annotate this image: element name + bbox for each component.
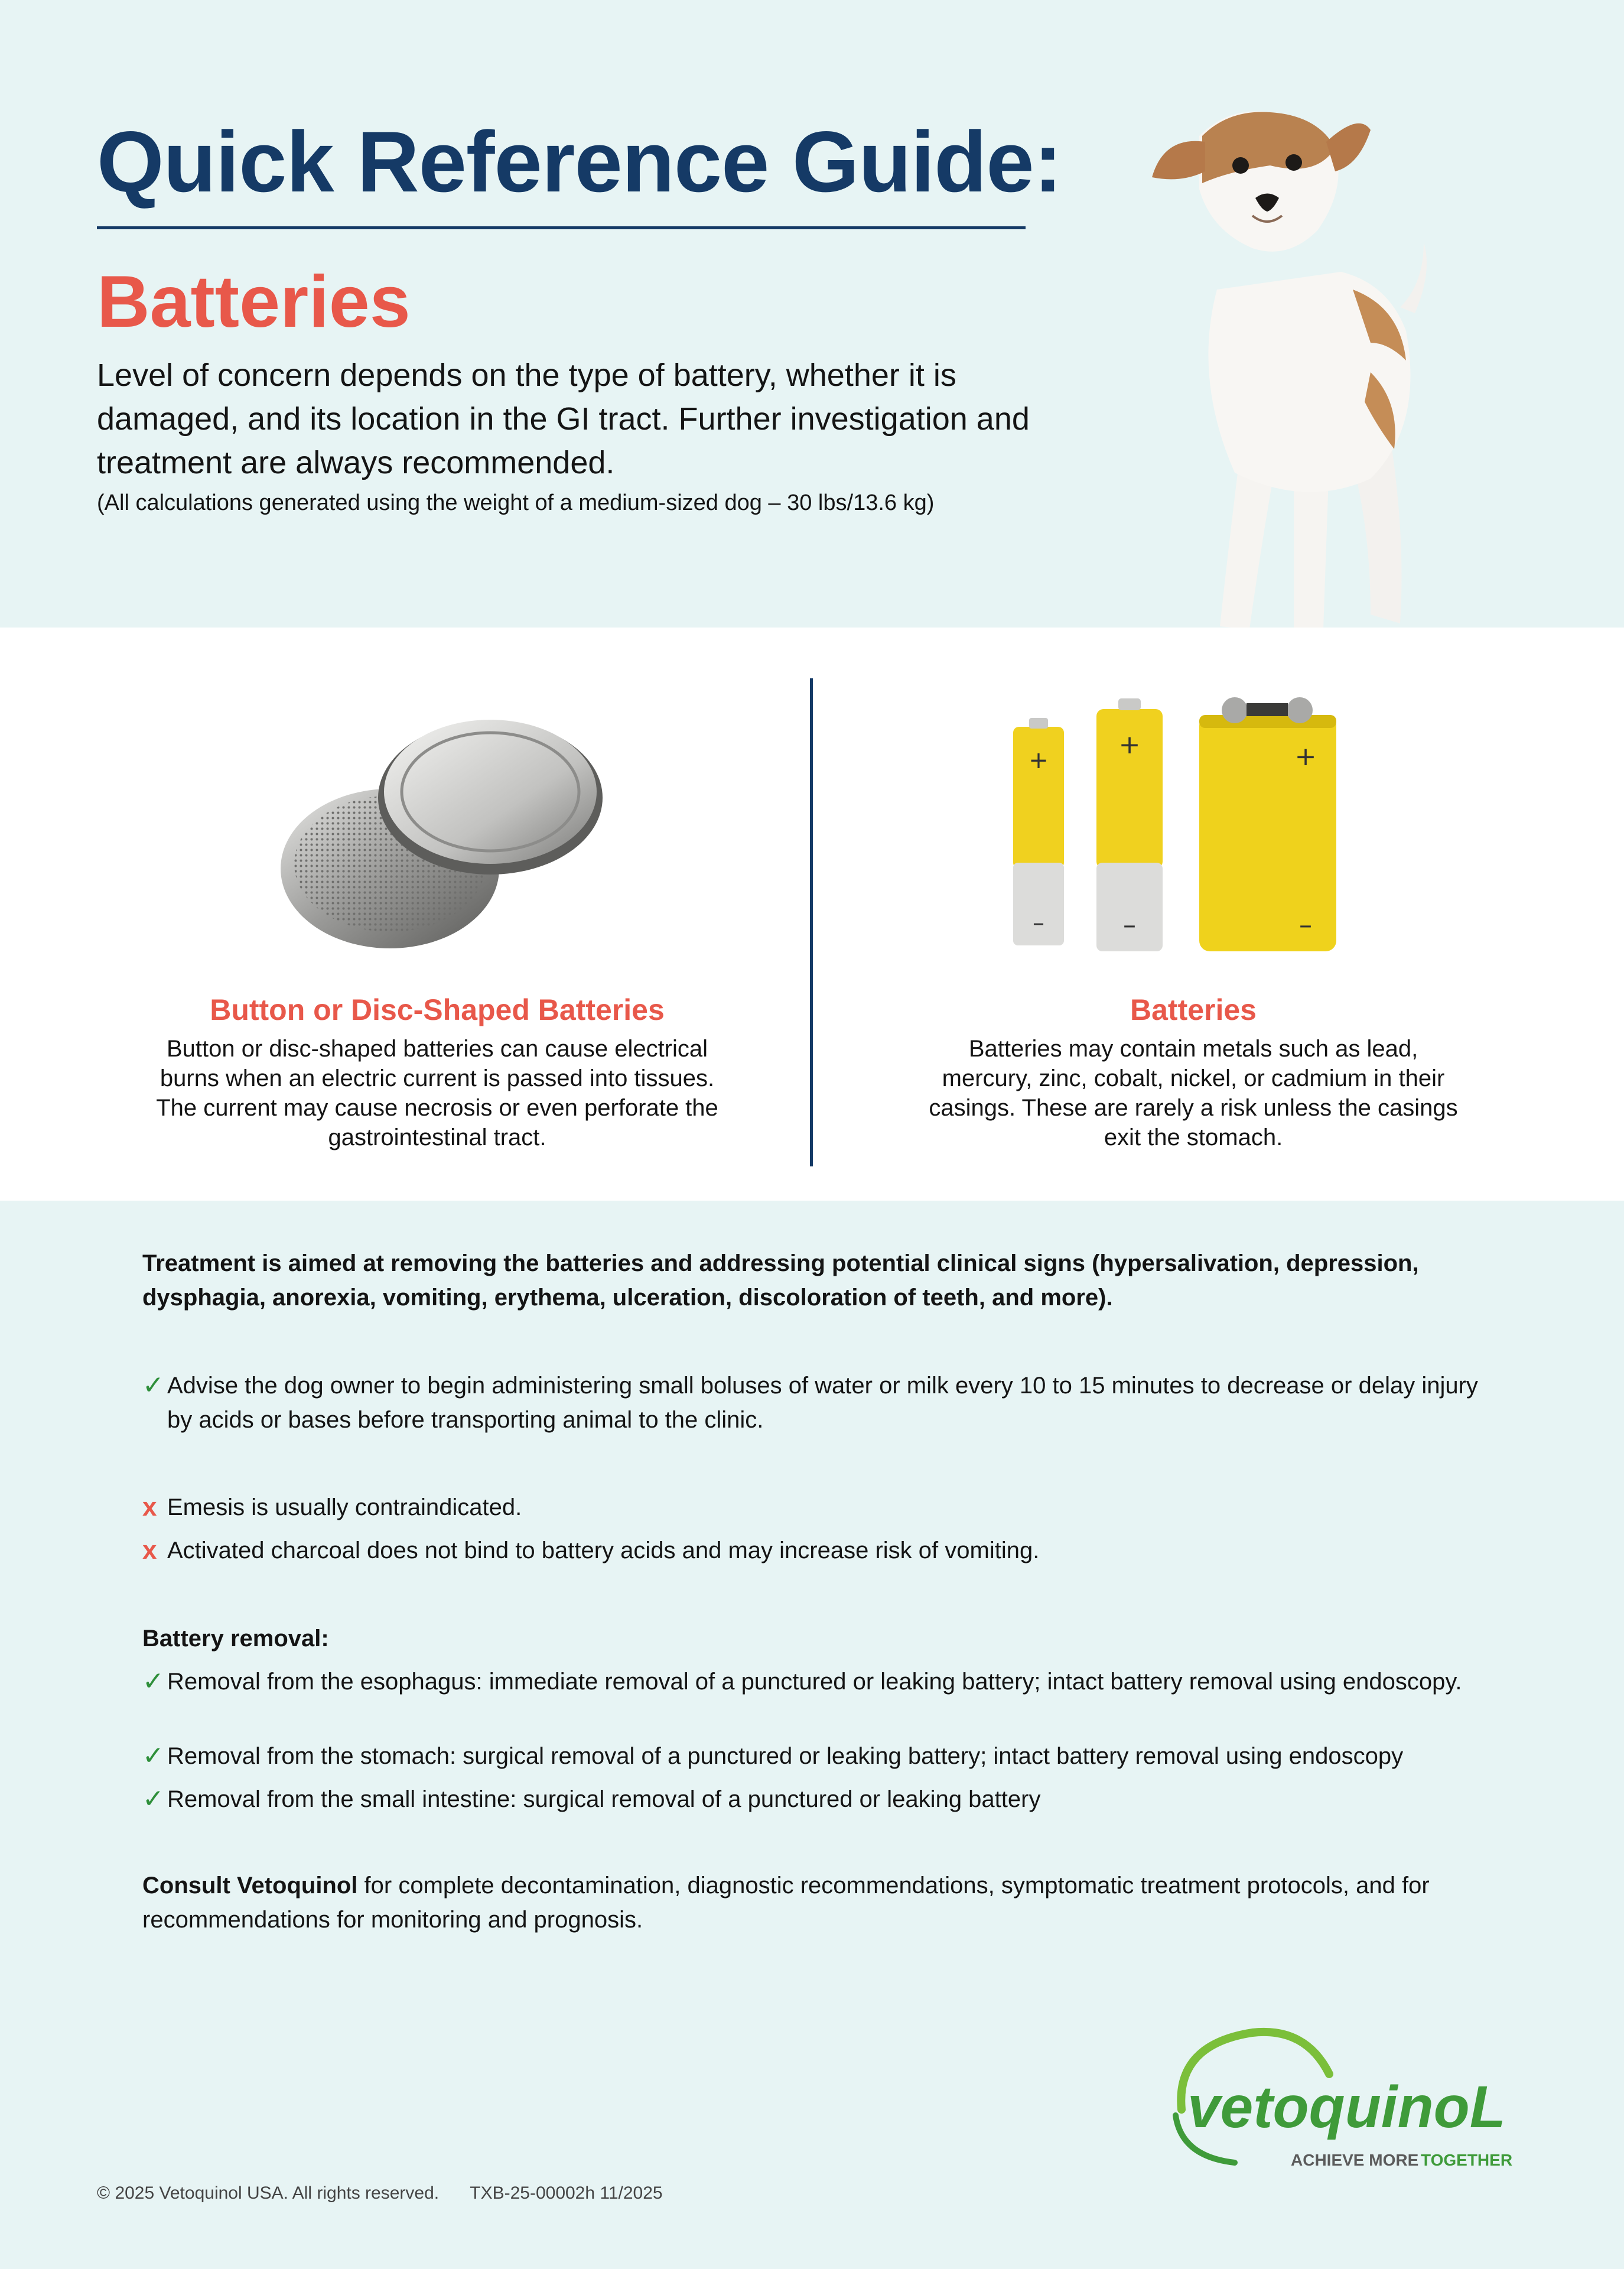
footer bbox=[97, 2183, 663, 2203]
dog-image bbox=[1093, 95, 1506, 668]
nine-volt-minus-sign: – bbox=[1299, 910, 1312, 940]
check-icon: ✓ bbox=[142, 1667, 164, 1696]
aa-plus-sign: + bbox=[1118, 730, 1141, 760]
batteries-text: Batteries may contain metals such as lead, mercury, zinc, cobalt, nickel, or cadmium in their casings. These are rarely a risk unless the casings exit the stomach. bbox=[929, 1036, 1458, 1150]
contraindication-text: Activated charcoal does not bind to battery acids and may increase risk of vomiting. bbox=[167, 1537, 1040, 1563]
removal-heading: Battery removal: bbox=[142, 1626, 329, 1652]
removal-text: Removal from the stomach: surgical removal of a punctured or leaking battery; intact battery removal using endoscopy bbox=[167, 1743, 1404, 1769]
vetoquinol-logo bbox=[1158, 2021, 1536, 2174]
coin-batteries-image bbox=[272, 709, 626, 957]
button-batteries-title: Button or Disc-Shaped Batteries bbox=[210, 993, 665, 1026]
contraindication-text: Emesis is usually contraindicated. bbox=[167, 1494, 522, 1520]
column-divider bbox=[810, 678, 813, 1166]
title-underline bbox=[97, 226, 1026, 229]
advise-item bbox=[142, 1368, 1483, 1437]
aa-minus-sign: – bbox=[1123, 910, 1136, 940]
logo-tagline-together: TOGETHER bbox=[1421, 2151, 1513, 2169]
batteries-title: Batteries bbox=[1130, 993, 1257, 1026]
removal-item bbox=[142, 1782, 1483, 1816]
copyright-text: © 2025 Vetoquinol USA. All rights reserved. bbox=[97, 2183, 440, 2203]
consult-paragraph bbox=[142, 1868, 1483, 1937]
page-title: Quick Reference Guide: bbox=[97, 113, 1062, 210]
button-batteries-text: Button or disc-shaped batteries can cause electrical burns when an electric current is passed into tissues. The current may cause necrosis or even perforate the gastrointestinal tract. bbox=[156, 1036, 718, 1150]
logo-tagline-achieve: ACHIEVE MORE bbox=[1291, 2151, 1419, 2169]
document-code: TXB-25-00002h 11/2025 bbox=[470, 2183, 663, 2203]
page-subtitle: Batteries bbox=[97, 261, 411, 343]
removal-text: Removal from the esophagus: immediate removal of a punctured or leaking battery; intact battery removal using endoscopy. bbox=[167, 1669, 1462, 1695]
removal-item bbox=[142, 1665, 1483, 1699]
contraindication-item bbox=[142, 1490, 1483, 1524]
check-icon: ✓ bbox=[142, 1784, 164, 1813]
aaa-plus-sign: + bbox=[1029, 747, 1049, 774]
treatment-summary: Treatment is aimed at removing the batteries and addressing potential clinical signs (hypersalivation, depression, dysphagia, anorexia, vomiting, erythema, ulceration, discoloration of teeth, and more). bbox=[142, 1250, 1419, 1311]
intro-text: Level of concern depends on the type of battery, whether it is damaged, and its location in the GI tract. Further investigation and treatment are always recommended. bbox=[97, 357, 1030, 480]
contraindication-item bbox=[142, 1533, 1483, 1568]
cylinder-batteries-image bbox=[998, 685, 1400, 969]
check-icon: ✓ bbox=[142, 1741, 164, 1770]
consult-text: for complete decontamination, diagnostic recommendations, symptomatic treatment protocols, and for recommendations for monitoring and prognosis. bbox=[142, 1873, 1430, 1933]
calculation-note: (All calculations generated using the weight of a medium-sized dog – 30 lbs/13.6 kg) bbox=[97, 490, 935, 515]
removal-item bbox=[142, 1739, 1483, 1773]
nine-volt-plus-sign: + bbox=[1294, 742, 1317, 772]
consult-bold-text: Consult Vetoquinol bbox=[142, 1873, 358, 1899]
aaa-minus-sign: – bbox=[1033, 909, 1044, 937]
cross-icon: x bbox=[142, 1493, 157, 1522]
check-icon: ✓ bbox=[142, 1371, 164, 1400]
advise-text: Advise the dog owner to begin administering small boluses of water or milk every 10 to 15 minutes to decrease or delay injury by acids or bases before transporting animal to the clinic. bbox=[167, 1373, 1478, 1433]
removal-text: Removal from the small intestine: surgical removal of a punctured or leaking battery bbox=[167, 1786, 1041, 1812]
logo-wordmark: vetoquinoL bbox=[1187, 2074, 1506, 2140]
cross-icon: x bbox=[142, 1536, 157, 1565]
